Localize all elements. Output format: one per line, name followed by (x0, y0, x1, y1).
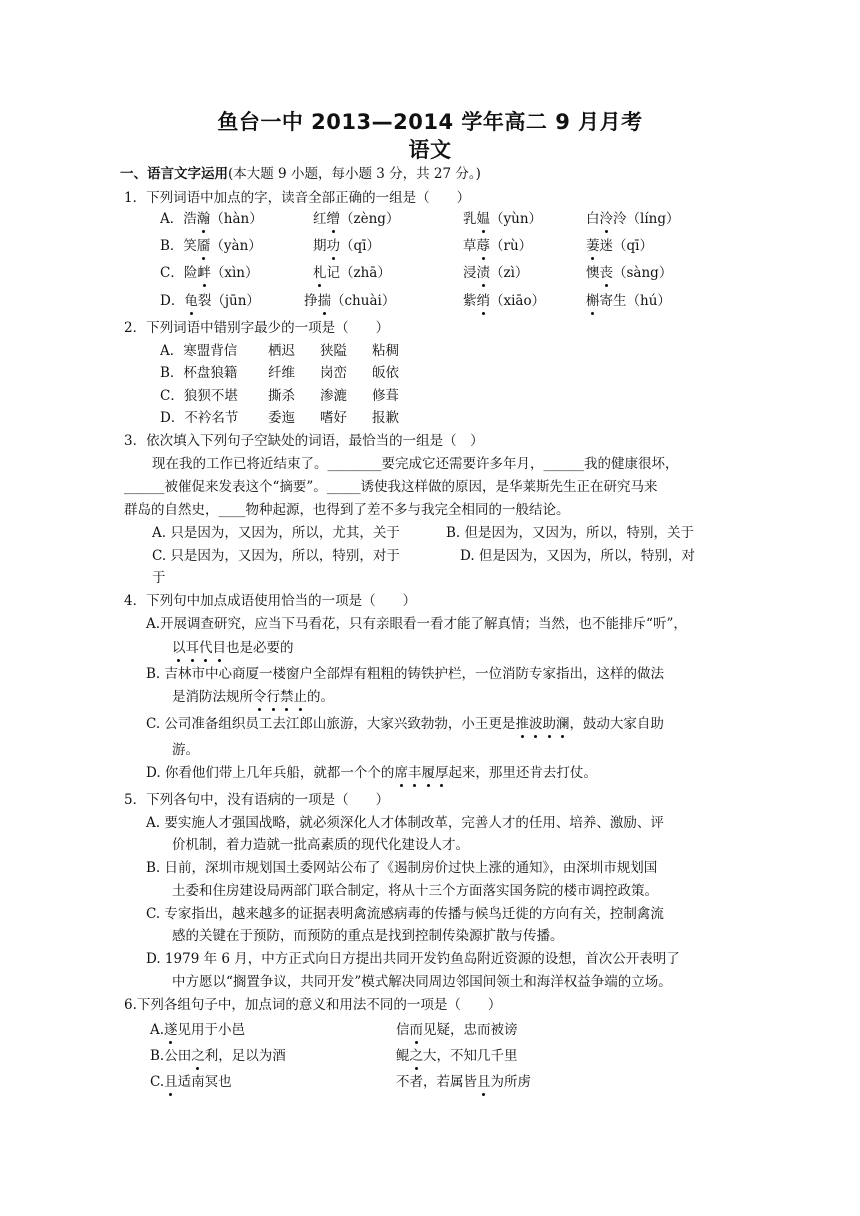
q2-b-w3: 岗峦 (320, 365, 347, 381)
q5-option-b-cont: 土委和住房建设局两部门联合制定，将从十三个方面落实国务院的楼市调控政策。 (172, 883, 658, 899)
q1-a-w4: 白泠泠（líng） (586, 211, 680, 227)
q1-c-w2: 札记（zhā） (313, 265, 391, 281)
q2-d-w2: 委迤 (268, 410, 295, 426)
q4-option-b-cont: 是消防法规所令行禁止的。 (172, 689, 334, 705)
q1-d-w2: 挣揣（chuài） (304, 293, 396, 309)
q5-option-d-cont: 中方愿以“搁置争议，共同开发”模式解决同周边邻国间领土和海洋权益争端的立场。 (172, 974, 672, 990)
q1-d-w3: 紫绡（xiāo） (463, 293, 546, 309)
q1-a-w2: 红缯（zèng） (313, 211, 400, 227)
q2-a-w3: 狭隘 (320, 343, 347, 359)
q3-passage-2: ______被催促来发表这个“摘要”。_____诱使我这样做的原因，是华莱斯先生正在研究马来 (124, 479, 658, 495)
q3-option-d: D. 但是因为，又因为，所以，特别，对 (460, 548, 695, 564)
q4-option-c-cont: 游。 (172, 742, 199, 758)
question-3-stem: 3．依次填入下列句子空缺处的词语，最恰当的一组是（ ） (124, 433, 484, 449)
q1-a-w1: A．浩瀚（hàn） (160, 211, 263, 227)
q1-option-c: C．险衅（xìn） (160, 265, 259, 281)
q2-d-w4: 报歉 (372, 410, 399, 426)
q1-c-w4: 懊丧（sàng） (586, 265, 673, 281)
question-5-stem: 5．下列各句中，没有语病的一项是（ ） (124, 792, 390, 808)
q4-option-c: C. 公司准备组织员工去江郎山旅游，大家兴致勃勃，小王更是推波助澜，鼓动大家自助 (146, 716, 664, 732)
q3-passage-3: 群岛的自然史，____物种起源，也得到了差不多与我完全相同的一般结论。 (124, 502, 570, 518)
q3-option-d-cont: 于 (152, 570, 166, 586)
q2-option-c: C．狼狈不堪 (160, 388, 238, 404)
q1-d-w4: 槲寄生（hú） (586, 293, 671, 309)
q2-c-w2: 撕杀 (268, 388, 295, 404)
q4-option-a-cont: 以耳代目也是必要的 (172, 640, 294, 656)
q2-d-w3: 嗜好 (320, 410, 347, 426)
q3-option-a: A. 只是因为，又因为，所以，尤其，关于 (152, 525, 400, 541)
q1-option-d: D．龟裂（jūn） (160, 293, 260, 309)
q6-option-c: C.且适南冥也 (150, 1074, 232, 1090)
q6-option-b-right: 鲲之大，不知几千里 (396, 1048, 518, 1064)
q2-b-w4: 皈依 (372, 365, 399, 381)
question-4-stem: 4．下列句中加点成语使用恰当的一项是（ ） (124, 593, 417, 609)
q1-b-w4: 萋迷（qī） (586, 238, 653, 254)
q2-b-w2: 纤维 (268, 365, 295, 381)
q1-option-b: B．笑靥（yàn） (160, 238, 262, 254)
q3-option-c: C. 只是因为，又因为，所以，特别，对于 (152, 548, 400, 564)
q2-a-w4: 粘稠 (372, 343, 399, 359)
q2-option-b: B．杯盘狼籍 (160, 365, 238, 381)
q1-b-w2: 期功（qī） (313, 238, 380, 254)
q5-option-a-cont: 价机制，着力造就一批高素质的现代化建设人才。 (172, 837, 469, 853)
q4-option-d: D. 你看他们带上几年兵船，就都一个个的席丰履厚起来，那里还肯去打仗。 (146, 765, 597, 781)
section-heading (120, 164, 481, 184)
q3-option-b: B. 但是因为，又因为，所以，特别，关于 (446, 525, 695, 541)
q1-a-w3: 乳媪（yùn） (463, 211, 543, 227)
q2-c-w4: 修葺 (372, 388, 399, 404)
q6-option-b: B.公田之利，足以为酒 (150, 1048, 286, 1064)
question-6-stem: 6.下列各组句子中，加点词的意义和用法不同的一项是（ ） (124, 997, 502, 1013)
exam-subject: 语文 (408, 138, 452, 162)
q1-b-w3: 草蓐（rù） (463, 238, 533, 254)
q6-option-a-right: 信而见疑，忠而被谤 (396, 1022, 518, 1038)
q4-option-b: B. 吉林市中心商厦一楼窗户全部焊有粗粗的铸铁护栏，一位消防专家指出，这样的做法 (146, 666, 665, 682)
q2-a-w2: 栖迟 (268, 343, 295, 359)
section-note: (本大题 9 小题，每小题 3 分，共 27 分。) (228, 166, 481, 182)
q4-option-a: A.开展调查研究，应当下马看花，只有亲眼看一看才能了解真情；当然，也不能排斥“听”， (146, 616, 687, 632)
q5-option-c: C. 专家指出，越来越多的证据表明禽流感病毒的传播与候鸟迁徙的方向有关，控制禽流 (146, 906, 664, 922)
q2-option-a: A．寒盟背信 (160, 343, 238, 359)
question-1-stem: 1．下列词语中加点的字，读音全部正确的一组是（ ） (124, 190, 471, 206)
q2-c-w3: 渗漉 (320, 388, 347, 404)
q3-passage-1: 现在我的工作已将近结束了。________要完成它还需要许多年月，______我的健康很坏， (152, 456, 679, 472)
q1-option-a (160, 209, 263, 229)
section-title: 一、语言文字运用 (120, 166, 228, 182)
q6-option-c-right: 不者，若属皆且为所虏 (396, 1074, 531, 1090)
q1-c-w3: 浸渍（zì） (463, 265, 529, 281)
q2-option-d: D．不衿名节 (160, 410, 239, 426)
q5-option-a: A. 要实施人才强国战略，就必须深化人才体制改革，完善人才的任用、培养、激励、评 (146, 815, 664, 831)
q5-option-d: D. 1979 年 6 月，中方正式向日方提出共同开发钓鱼岛附近资源的设想，首次公开表明了 (146, 951, 680, 967)
exam-title: 鱼台一中 2013—2014 学年高二 9 月月考 (217, 110, 643, 134)
q5-option-c-cont: 感的关键在于预防，而预防的重点是找到控制传染源扩散与传播。 (172, 928, 564, 944)
q6-option-a: A.遂见用于小邑 (150, 1022, 246, 1038)
q5-option-b: B. 日前，深圳市规划国土委网站公布了《遏制房价过快上涨的通知》，由深圳市规划国 (146, 860, 658, 876)
question-2-stem: 2．下列词语中错别字最少的一项是（ ） (124, 320, 390, 336)
